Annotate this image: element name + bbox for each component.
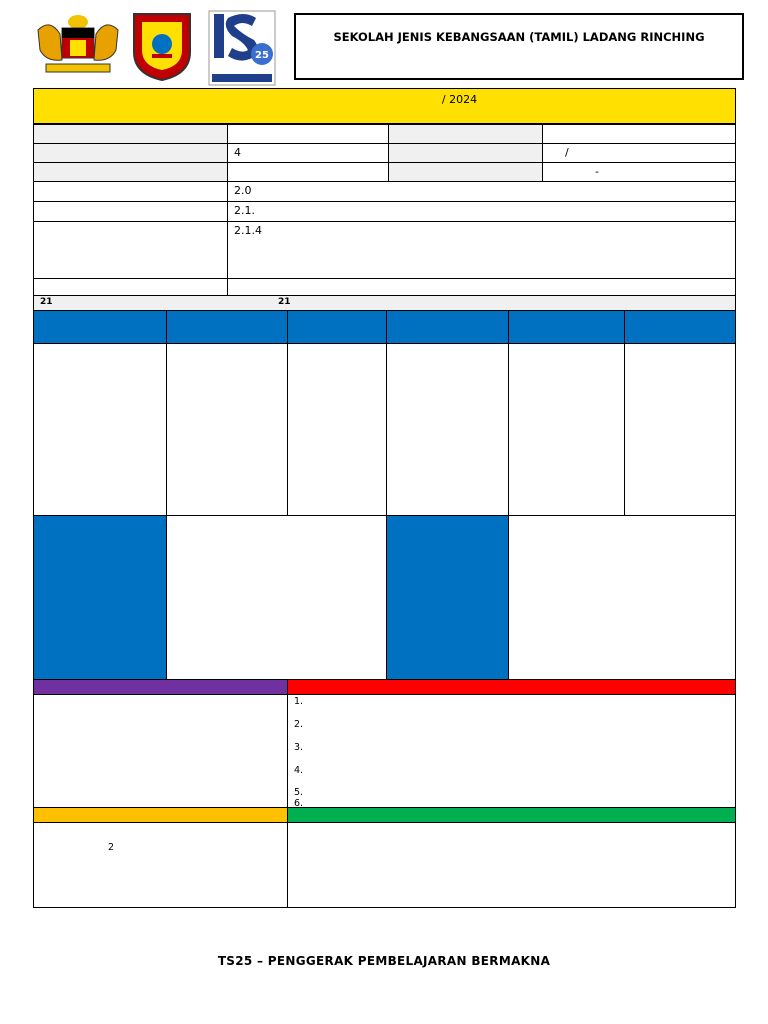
red-list-item-6: 6. xyxy=(294,798,304,808)
purple-section-header xyxy=(33,679,288,695)
school-crest-logo xyxy=(130,10,194,82)
content-standard-value[interactable]: 2.1. xyxy=(227,201,736,222)
activity-cell-2[interactable] xyxy=(166,343,288,516)
twenty-first-century-prefix-2: 21 xyxy=(278,297,291,307)
activity-col-header-1 xyxy=(33,310,167,344)
green-section-header xyxy=(287,807,736,823)
activity-col-header-3 xyxy=(287,310,387,344)
activity-col-header-5 xyxy=(508,310,625,344)
attendance-value[interactable]: / xyxy=(542,143,736,163)
reflection-label-right xyxy=(386,515,509,680)
reflection-label-left xyxy=(33,515,167,680)
activity-col-header-4 xyxy=(386,310,509,344)
ts25-logo xyxy=(208,10,276,86)
banner-year: / 2024 xyxy=(441,93,478,106)
learning-objective-label xyxy=(33,278,228,296)
green-section-body[interactable] xyxy=(287,822,736,908)
red-section-list[interactable] xyxy=(287,694,736,808)
time-label xyxy=(33,162,228,182)
red-list-item-4: 4. xyxy=(294,765,304,776)
subject-label xyxy=(33,124,228,144)
red-list-item-3: 3. xyxy=(294,742,304,753)
orange-section-body[interactable] xyxy=(33,822,288,908)
subject-value[interactable] xyxy=(227,124,389,144)
lesson-plan-banner xyxy=(33,88,736,124)
activity-cell-4[interactable] xyxy=(386,343,509,516)
reflection-value-left[interactable] xyxy=(166,515,387,680)
class-value[interactable]: 4 xyxy=(227,143,389,163)
malaysia-coat-of-arms-logo xyxy=(32,10,124,76)
ts25-number: 25 xyxy=(255,50,269,61)
purple-section-body[interactable] xyxy=(33,694,288,808)
reflection-value-right[interactable] xyxy=(508,515,736,680)
red-list-item-2: 2. xyxy=(294,719,304,730)
learning-standard-value[interactable]: 2.1.4 xyxy=(227,221,736,279)
date-label xyxy=(388,124,543,144)
class-label xyxy=(33,143,228,163)
footer-tagline: TS25 – PENGGERAK PEMBELAJARAN BERMAKNA xyxy=(217,954,551,968)
day-label xyxy=(388,162,543,182)
activity-cell-3[interactable] xyxy=(287,343,387,516)
time-value[interactable]: - xyxy=(542,162,736,182)
activity-cell-1[interactable] xyxy=(33,343,167,516)
red-list-item-5: 5. xyxy=(294,787,304,798)
red-section-header xyxy=(287,679,736,695)
date-value[interactable] xyxy=(542,124,736,144)
orange-section-header xyxy=(33,807,288,823)
activity-cell-5[interactable] xyxy=(508,343,625,516)
twenty-first-century-prefix-1: 21 xyxy=(40,297,53,307)
theme-value[interactable] xyxy=(227,162,389,182)
unit-value[interactable]: 2.0 xyxy=(227,181,736,202)
school-header-box xyxy=(294,13,744,80)
activity-col-header-6 xyxy=(624,310,736,344)
activity-col-header-2 xyxy=(166,310,288,344)
activity-cell-6[interactable] xyxy=(624,343,736,516)
unit-label xyxy=(33,181,228,202)
school-name-malay: SEKOLAH JENIS KEBANGSAAN (TAMIL) LADANG RINCHING xyxy=(333,30,705,44)
orange-body-number: 2 xyxy=(108,842,115,853)
twenty-first-century-row xyxy=(33,295,736,311)
attendance-label xyxy=(388,143,543,163)
learning-objective-value[interactable] xyxy=(227,278,736,296)
red-list-item-1: 1. xyxy=(294,696,304,707)
content-standard-label xyxy=(33,201,228,222)
learning-standard-label xyxy=(33,221,228,279)
